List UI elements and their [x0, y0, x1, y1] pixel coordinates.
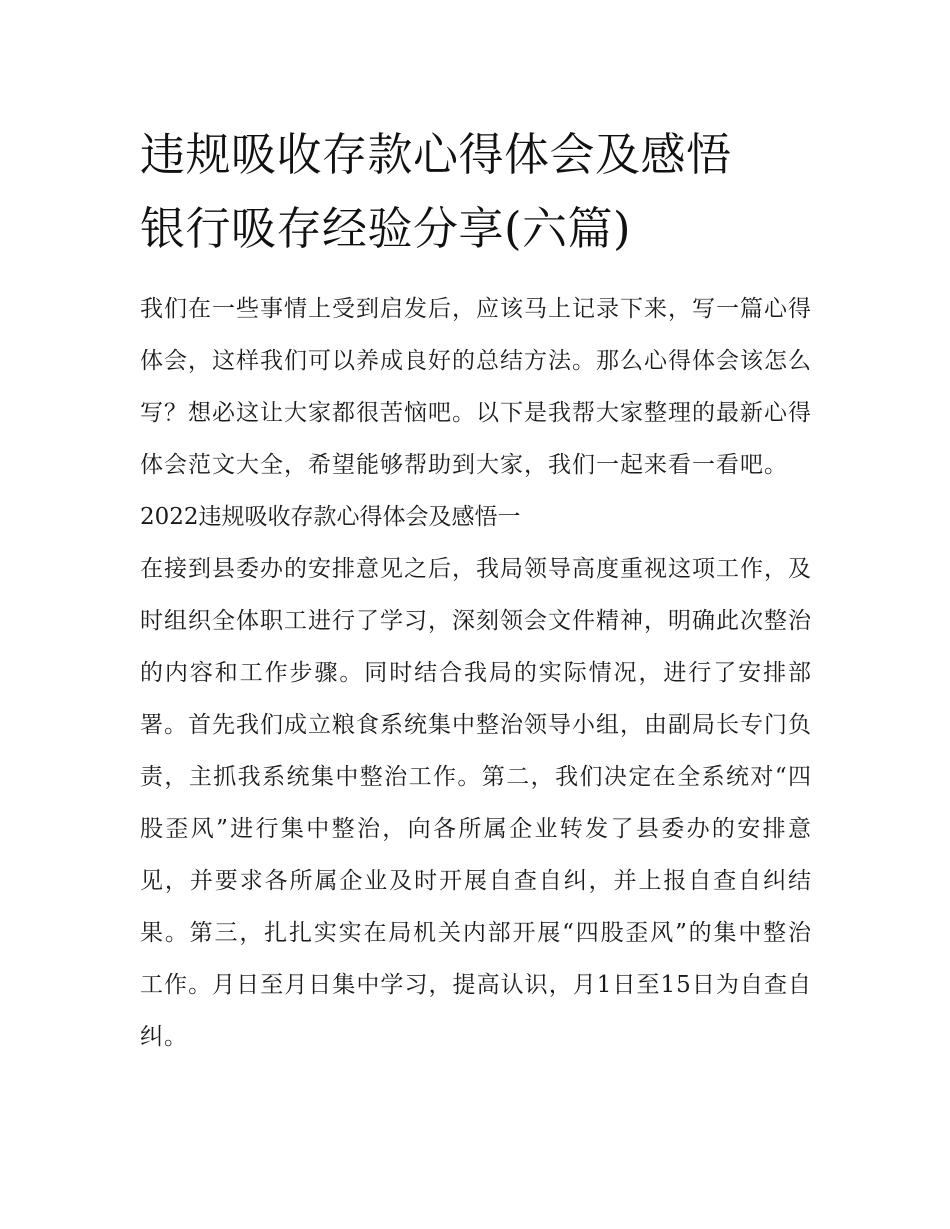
section-heading: 2022违规吸收存款心得体会及感悟一	[140, 504, 521, 530]
title-line-2: 银行吸存经验分享(六篇)	[140, 202, 632, 255]
document-title	[140, 118, 812, 266]
section-paragraph: 在接到县委办的安排意见之后，我局领导高度重视这项工作，及时组织全体职工进行了学习，深刻领会文件精神，明确此次整治的内容和工作步骤。同时结合我局的实际情况，进行了安排部署。首先我们成立粮食系统集中整治领导小组，由副局长专门负责，主抓我系统集中整治工作。第二，我们决定在全系统对“四股歪风”进行集中整治，向各所属企业转发了县委办的安排意见，并要求各所属企业及时开展自查自纠，并上报自查自纠结果。第三，扎扎实实在局机关内部开展“四股歪风”的集中整治工作。月日至月日集中学习，提高认识，月1日至15日为自查自纠。	[140, 556, 812, 1050]
title-line-1: 违规吸收存款心得体会及感悟	[140, 128, 732, 181]
document-content	[140, 118, 812, 1063]
intro-paragraph: 我们在一些事情上受到启发后，应该马上记录下来，写一篇心得体会，这样我们可以养成良好的总结方法。那么心得体会该怎么写？想必这让大家都很苦恼吧。以下是我帮大家整理的最新心得体会范文大全，希望能够帮助到大家，我们一起来看一看吧。	[140, 296, 812, 478]
